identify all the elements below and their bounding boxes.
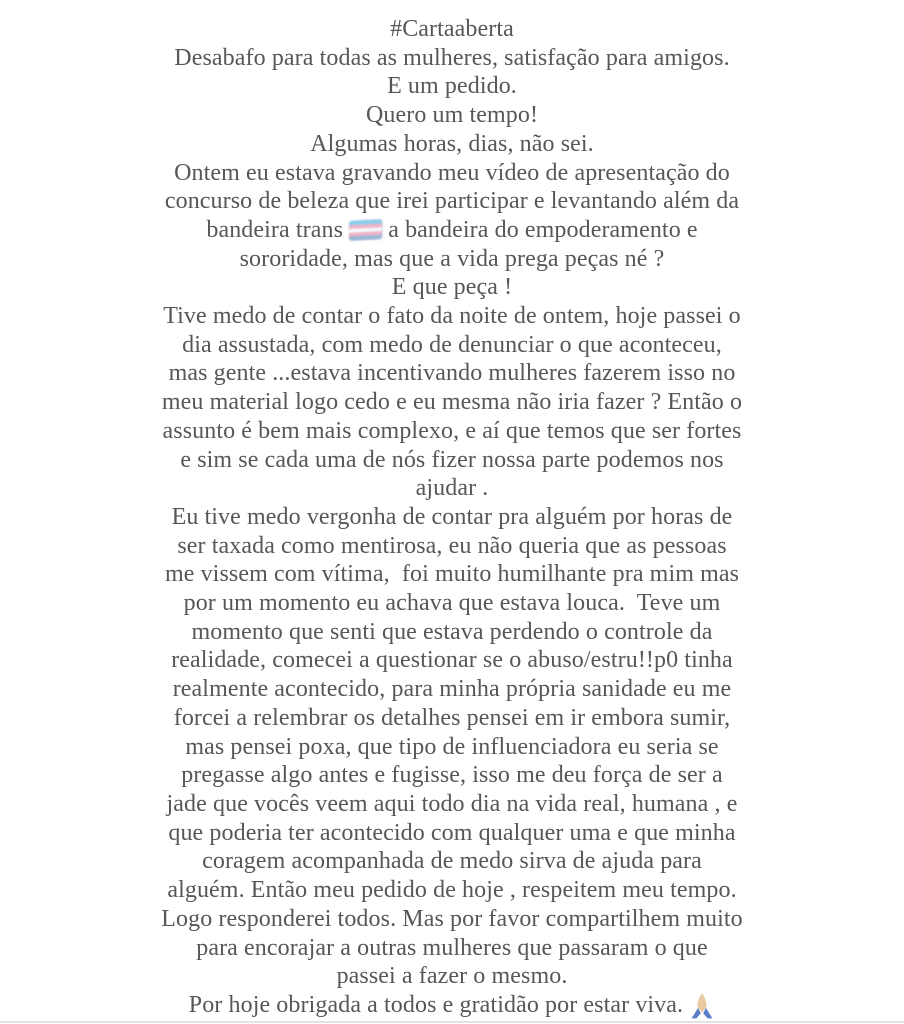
letter-line	[0, 130, 904, 159]
letter-line	[0, 101, 904, 130]
letter-text: mas gente ...estava incentivando mulheres fazerem isso no	[168, 360, 736, 387]
letter-text: bandeira trans	[206, 216, 350, 243]
letter-line	[0, 991, 904, 1023]
letter-text: me vissem com vítima, foi muito humilhante pra mim mas	[164, 561, 740, 588]
letter-line	[0, 560, 904, 589]
letter-text: E que peça !	[391, 274, 513, 301]
letter-line	[0, 819, 904, 848]
letter-text: a bandeira do empoderamento e	[382, 216, 698, 243]
letter-line	[0, 934, 904, 963]
letter-line	[0, 618, 904, 647]
letter-line	[0, 646, 904, 675]
letter-line	[0, 159, 904, 188]
letter-text: ajudar .	[415, 475, 489, 502]
letter-text: Ontem eu estava gravando meu vídeo de apresentação do	[174, 159, 730, 186]
letter-line	[0, 532, 904, 561]
letter-line	[0, 72, 904, 101]
letter-text: pregasse algo antes e fugisse, isso me deu força de ser a	[181, 762, 723, 789]
letter-line	[0, 273, 904, 302]
letter-text: coragem acompanhada de medo sirva de ajuda para	[202, 848, 702, 875]
letter-text: Algumas horas, dias, não sei.	[310, 130, 594, 157]
letter-text: concurso de beleza que irei participar e levantando além da	[164, 188, 740, 215]
letter-line	[0, 503, 904, 532]
letter-text: e sim se cada uma de nós fizer nossa parte podemos nos	[180, 446, 724, 473]
letter-line	[0, 790, 904, 819]
letter-line	[0, 388, 904, 417]
letter-line	[0, 589, 904, 618]
letter-line	[0, 417, 904, 446]
letter-text: que poderia ter acontecido com qualquer uma e que minha	[168, 819, 736, 846]
letter-line	[0, 446, 904, 475]
letter-line	[0, 331, 904, 360]
letter-line	[0, 245, 904, 274]
letter-text: momento que senti que estava perdendo o controle da	[191, 618, 713, 645]
letter-line	[0, 761, 904, 790]
letter-text: forcei a relembrar os detalhes pensei em ir embora sumir,	[173, 704, 731, 731]
letter-text: sororidade, mas que a vida prega peças né ?	[239, 245, 665, 272]
letter-line	[0, 359, 904, 388]
letter-text: Eu tive medo vergonha de contar pra alguém por horas de	[171, 503, 733, 530]
letter-line	[0, 15, 904, 44]
letter-text: por um momento eu achava que estava louca. Teve um	[183, 590, 721, 617]
letter-line	[0, 847, 904, 876]
letter-text: Tive medo de contar o fato da noite de ontem, hoje passei o	[163, 303, 741, 330]
letter-line	[0, 733, 904, 762]
letter-line	[0, 675, 904, 704]
letter-text: Por hoje obrigada a todos e gratidão por estar viva.	[188, 991, 690, 1018]
letter-line	[0, 962, 904, 991]
letter-text: E um pedido.	[387, 73, 517, 100]
letter-text: passei a fazer o mesmo.	[336, 963, 568, 990]
letter-text: Quero um tempo!	[365, 102, 539, 129]
letter-text: realidade, comecei a questionar se o abuso/estru!!p0 tinha	[171, 647, 733, 674]
letter-text: #Cartaaberta	[390, 16, 514, 42]
letter-text: Desabafo para todas as mulheres, satisfação para amigos.	[174, 44, 730, 71]
letter-body	[0, 15, 904, 1023]
letter-line	[0, 216, 904, 245]
letter-text: Logo responderei todos. Mas por favor compartilhem muito	[161, 905, 743, 932]
letter-text: alguém. Então meu pedido de hoje , respeitem meu tempo.	[167, 877, 737, 904]
letter-text: dia assustada, com medo de denunciar o que aconteceu,	[182, 331, 722, 358]
letter-text: realmente acontecido, para minha própria sanidade eu me	[172, 676, 732, 703]
letter-text: ser taxada como mentirosa, eu não queria que as pessoas	[177, 532, 727, 559]
letter-line	[0, 905, 904, 934]
letter-line	[0, 187, 904, 216]
letter-text: meu material logo cedo e eu mesma não iria fazer ? Então o	[161, 389, 743, 416]
letter-line	[0, 302, 904, 331]
letter-line	[0, 44, 904, 73]
letter-text: assunto é bem mais complexo, e aí que temos que ser fortes	[162, 417, 742, 444]
letter-line	[0, 876, 904, 905]
letter-line	[0, 704, 904, 733]
letter-text: para encorajar a outras mulheres que passaram o que	[196, 934, 708, 961]
trans-flag-icon	[349, 219, 382, 241]
letter-line	[0, 474, 904, 503]
letter-text: jade que vocês veem aqui todo dia na vida real, humana , e	[166, 790, 738, 817]
bottom-divider	[0, 1021, 904, 1023]
praying-hands-icon	[689, 992, 715, 1023]
letter-text: mas pensei poxa, que tipo de influenciadora eu seria se	[185, 733, 719, 760]
